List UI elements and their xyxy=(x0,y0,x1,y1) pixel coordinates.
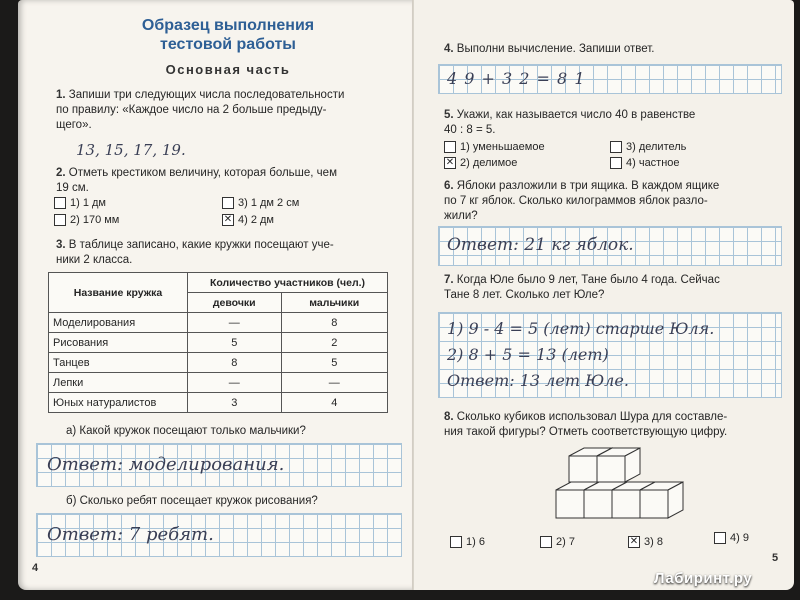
q8-line-1: Сколько кубиков использовал Шура для составле- xyxy=(456,411,728,423)
checkbox[interactable] xyxy=(54,214,66,226)
col-header-girls: девочки xyxy=(188,293,282,313)
cell-name: Рисования xyxy=(49,333,188,353)
table-row xyxy=(49,353,388,373)
q1-answer: 13, 15, 17, 19. xyxy=(76,141,186,159)
q7-work-1: 1) 9 - 4 = 5 (лет) старше Юля. xyxy=(447,319,715,338)
question-5 xyxy=(444,108,784,138)
page-title xyxy=(138,16,318,54)
option-label: 1) 1 дм xyxy=(70,197,106,209)
col-header-boys: мальчики xyxy=(281,293,387,313)
section-subtitle: Основная часть xyxy=(165,62,291,77)
q2-option-2[interactable] xyxy=(54,214,119,226)
cell-boys: 5 xyxy=(281,353,387,373)
q5-option-2[interactable] xyxy=(444,157,517,169)
option-label: 2) 170 мм xyxy=(70,214,120,226)
option-label: 4) 2 дм xyxy=(238,214,274,226)
option-label: 4) частное xyxy=(626,157,680,169)
option-label: 1) уменьшаемое xyxy=(460,141,545,153)
q6-line-3: жили? xyxy=(444,210,478,222)
table-row xyxy=(49,373,388,393)
q1-line-2: по правилу: «Каждое число на 2 больше предыду- xyxy=(56,104,327,116)
q6-line-2: по 7 кг яблок. Сколько килограммов яблок разло- xyxy=(444,195,708,207)
watermark-logo: Лабиринт.ру xyxy=(654,570,753,587)
q3-number: 3. xyxy=(56,239,66,251)
option-label: 3) 1 дм 2 см xyxy=(238,197,300,209)
q3-line-2: ники 2 класса. xyxy=(56,254,133,266)
q2-option-3[interactable] xyxy=(222,197,299,209)
q3a-text: а) Какой кружок посещают только мальчики? xyxy=(66,425,306,437)
question-2 xyxy=(56,166,406,196)
page-number-right: 5 xyxy=(772,552,779,564)
q4-answer: 4 9 + 3 2 = 8 1 xyxy=(447,69,586,88)
checkbox[interactable] xyxy=(610,157,622,169)
page-number-left: 4 xyxy=(32,562,39,574)
q2-option-4[interactable] xyxy=(222,214,274,226)
question-1 xyxy=(56,88,406,133)
q6-answer-grid[interactable] xyxy=(438,226,782,266)
q7-answer: Ответ: 13 лет Юле. xyxy=(447,371,629,390)
q3b-text: б) Сколько ребят посещает кружок рисования? xyxy=(66,495,318,507)
q1-number: 1. xyxy=(56,89,66,101)
q6-answer: Ответ: 21 кг яблок. xyxy=(447,235,634,255)
q3a-answer-grid[interactable] xyxy=(36,443,402,487)
q7-answer-grid[interactable] xyxy=(438,312,782,398)
question-8 xyxy=(444,410,789,440)
q8-option-3[interactable] xyxy=(628,536,663,548)
checkbox[interactable] xyxy=(450,536,462,548)
checkbox-checked[interactable]: ✕ xyxy=(445,157,455,169)
q4-text: Выполни вычисление. Запиши ответ. xyxy=(456,43,655,55)
cubes-figure xyxy=(544,446,694,526)
question-4 xyxy=(444,42,654,57)
q3b-answer-grid[interactable] xyxy=(36,513,402,557)
right-page xyxy=(414,0,794,590)
q2-option-1[interactable] xyxy=(54,197,106,209)
table-row xyxy=(49,393,388,413)
cell-name: Танцев xyxy=(49,353,188,373)
q8-option-2[interactable] xyxy=(540,536,575,548)
cell-boys: — xyxy=(281,373,387,393)
q8-line-2: ния такой фигуры? Отметь соответствующую цифру. xyxy=(444,426,728,438)
table-row xyxy=(49,313,388,333)
option-label: 4) 9 xyxy=(730,532,749,544)
checkbox[interactable] xyxy=(54,197,66,209)
title-line-2: тестовой работы xyxy=(160,36,296,53)
option-label: 2) 7 xyxy=(556,536,575,548)
cell-name: Моделирования xyxy=(49,313,188,333)
question-6 xyxy=(444,179,789,224)
cell-boys: 4 xyxy=(281,393,387,413)
checkbox-checked[interactable]: ✕ xyxy=(629,536,639,548)
q8-option-4[interactable] xyxy=(714,532,749,544)
q5-option-4[interactable] xyxy=(610,157,680,169)
option-label: 3) 8 xyxy=(644,536,663,548)
q6-number: 6. xyxy=(444,180,454,192)
col-header-club: Название кружка xyxy=(49,273,188,313)
cell-boys: 8 xyxy=(281,313,387,333)
col-header-group: Количество участников (чел.) xyxy=(188,273,388,293)
question-3 xyxy=(56,238,406,268)
option-label: 2) делимое xyxy=(460,157,518,169)
q5-number: 5. xyxy=(444,109,454,121)
left-page xyxy=(18,0,414,590)
q7-number: 7. xyxy=(444,274,454,286)
q3b-answer: Ответ: 7 ребят. xyxy=(47,524,214,545)
q3a-answer: Ответ: моделирования. xyxy=(47,454,285,475)
question-7 xyxy=(444,273,789,303)
cell-girls: 8 xyxy=(188,353,282,373)
checkbox[interactable] xyxy=(222,197,234,209)
q5-line-1: Укажи, как называется число 40 в равенстве xyxy=(456,109,696,121)
q5-line-2: 40 : 8 = 5. xyxy=(444,124,496,136)
q4-number: 4. xyxy=(444,43,454,55)
q1-line-3: щего». xyxy=(56,119,92,131)
q2-line-2: 19 см. xyxy=(56,182,89,194)
clubs-table xyxy=(48,272,388,413)
cell-girls: — xyxy=(188,313,282,333)
cell-name: Лепки xyxy=(49,373,188,393)
cell-girls: 5 xyxy=(188,333,282,353)
option-label: 3) делитель xyxy=(626,141,687,153)
q4-answer-grid[interactable] xyxy=(438,64,782,94)
option-label: 1) 6 xyxy=(466,536,485,548)
q3-line-1: В таблице записано, какие кружки посещают уче- xyxy=(68,239,334,251)
q5-option-1[interactable] xyxy=(444,141,545,153)
checkbox[interactable] xyxy=(444,141,456,153)
title-line-1: Образец выполнения xyxy=(141,17,315,34)
checkbox-checked[interactable]: ✕ xyxy=(223,214,233,226)
checkbox[interactable] xyxy=(610,141,622,153)
q2-line-1: Отметь крестиком величину, которая больше, чем xyxy=(68,167,337,179)
table-row xyxy=(49,333,388,353)
q7-line-1: Когда Юле было 9 лет, Тане было 4 года. Сейчас xyxy=(456,274,720,286)
cell-name: Юных натуралистов xyxy=(49,393,188,413)
q2-number: 2. xyxy=(56,167,66,179)
checkbox[interactable] xyxy=(540,536,552,548)
cell-girls: 3 xyxy=(188,393,282,413)
cell-girls: — xyxy=(188,373,282,393)
q8-option-1[interactable] xyxy=(450,536,485,548)
cell-boys: 2 xyxy=(281,333,387,353)
q7-line-2: Тане 8 лет. Сколько лет Юле? xyxy=(444,289,605,301)
q5-option-3[interactable] xyxy=(610,141,686,153)
checkbox[interactable] xyxy=(714,532,726,544)
q6-line-1: Яблоки разложили в три ящика. В каждом ящике xyxy=(456,180,720,192)
q8-number: 8. xyxy=(444,411,454,423)
q7-work-2: 2) 8 + 5 = 13 (лет) xyxy=(447,345,609,364)
q1-line-1: Запиши три следующих числа последовательности xyxy=(68,89,345,101)
